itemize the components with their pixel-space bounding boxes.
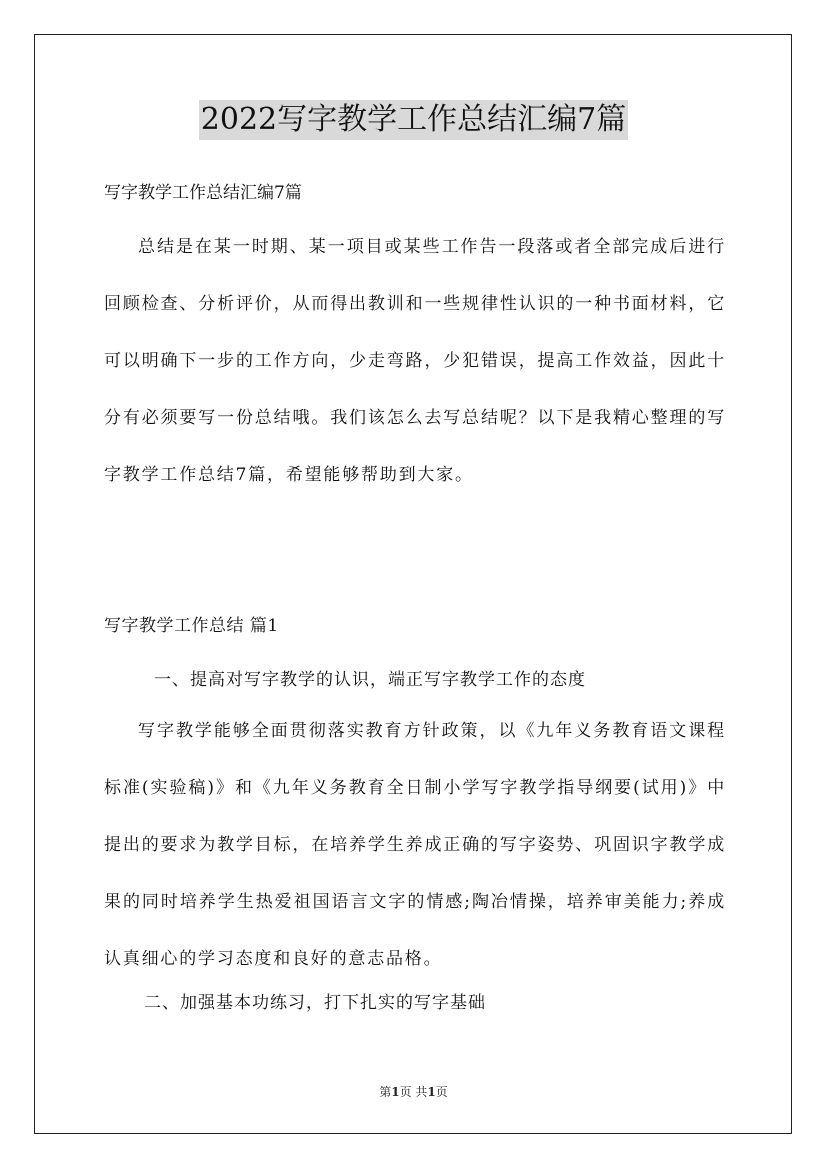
section-heading: 写字教学工作总结 篇1 (104, 616, 279, 636)
document-title: 2022写字教学工作总结汇编7篇 (199, 100, 628, 140)
intro-paragraph: 总结是在某一时期、某一项目或某些工作告一段落或者全部完成后进行回顾检查、分析评价，从而得出教训和一些规律性认识的一种书面材料，它可以明确下一步的工作方向，少走弯路，少犯错误，提高工作效益，因此十分有必须要写一份总结哦。我们该怎么去写总结呢？以下是我精心整理的写字教学工作总结7篇，希望能够帮助到大家。 (104, 237, 726, 485)
subheading-two: 二、加强基本功练习，打下扎实的写字基础 (144, 993, 486, 1013)
footer-page-suffix: 页 (435, 1085, 448, 1099)
footer-page-total: 1 (427, 1085, 436, 1099)
subheading-one: 一、提高对写字教学的认识，端正写字教学工作的态度 (154, 670, 586, 690)
footer-page-mid: 页 共 (399, 1085, 428, 1099)
document-subtitle: 写字教学工作总结汇编7篇 (104, 183, 302, 203)
body-paragraph: 写字教学能够全面贯彻落实教育方针政策，以《九年义务教育语文课程标准(实验稿)》和《九年义务教育全日制小学写字教学指导纲要(试用)》中提出的要求为教学目标，在培养学生养成正确的写字姿势、巩固识字教学成果的同时培养学生热爱祖国语言文字的情感;陶冶情操，培养审美能力;养成认真细心的学习态度和良好的意志品格。 (104, 721, 726, 969)
footer-page-prefix: 第 (379, 1085, 392, 1099)
title-container (0, 100, 827, 140)
page-footer (0, 1084, 827, 1100)
footer-page-current: 1 (391, 1085, 400, 1099)
